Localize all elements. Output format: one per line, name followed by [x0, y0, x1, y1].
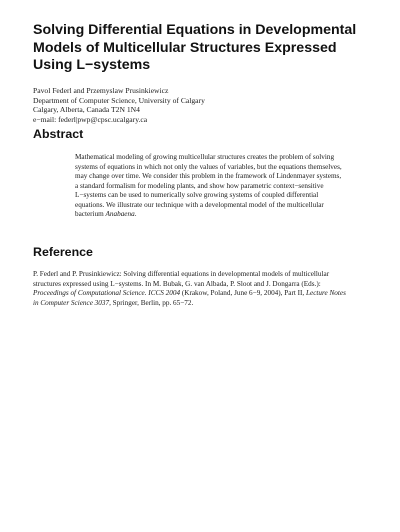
author-department: Department of Computer Science, University of Calgary	[33, 95, 205, 105]
reference-series: Lecture Notes	[306, 289, 346, 297]
author-block	[33, 86, 373, 125]
reference-details: (Krakow, Poland, June 6−9, 2004), Part II,	[180, 289, 307, 297]
reference-publisher: , Springer, Berlin, pp. 65−72.	[109, 298, 194, 307]
abstract-line: may change over time. We consider this problem in the framework of Lindenmayer systems,	[75, 172, 342, 180]
abstract-line	[75, 210, 375, 220]
abstract-italic-term: Anabaena	[105, 210, 135, 218]
abstract-line: L−systems can be used to numerically solve growing systems of coupled differential	[75, 191, 319, 199]
reference-line: structures expressed using L−systems. In M. Bubak, G. van Albada, P. Sloot and J. Dongarra (Eds.):	[33, 279, 321, 288]
author-names: Pavol Federl and Przemyslaw Prusinkiewicz	[33, 86, 169, 95]
abstract-line: a standard formalism for modeling plants, and show how parametric context−sensitive	[75, 181, 324, 190]
abstract-line: systems of equations in which not only the values of variables, but the equations themselves,	[75, 162, 342, 171]
author-address: Calgary, Alberta, Canada T2N 1N4	[33, 105, 140, 115]
abstract-line: equations. We illustrate our technique with a developmental model of the multicellular	[75, 200, 324, 209]
reference-proceedings: Proceedings of Computational Science. ICCS 2004	[33, 289, 181, 297]
reference-heading: Reference	[33, 245, 93, 259]
reference-line	[33, 299, 378, 309]
reference-text	[33, 270, 378, 308]
abstract-line: Mathematical modeling of growing multicellular structures creates the problem of solving	[75, 153, 335, 161]
reference-series-volume: in Computer Science 3037	[33, 298, 110, 307]
author-email: e−mail: federl|pwp@cpsc.ucalgary.ca	[33, 115, 148, 125]
title-line: Models of Multicellular Structures Expressed	[33, 39, 337, 56]
reference-line: P. Federl and P. Prusinkiewicz: Solving differential equations in developmental models of multicellular	[33, 270, 330, 278]
title-line: Using L−systems	[33, 57, 151, 73]
reference-line	[33, 289, 378, 299]
title-line: Solving Differential Equations in Developmental	[33, 22, 357, 38]
abstract-line-end: .	[134, 210, 137, 218]
abstract-line-start: bacterium	[75, 210, 106, 218]
paper-title	[33, 22, 383, 75]
abstract-heading: Abstract	[33, 127, 84, 141]
abstract-text	[75, 153, 375, 220]
